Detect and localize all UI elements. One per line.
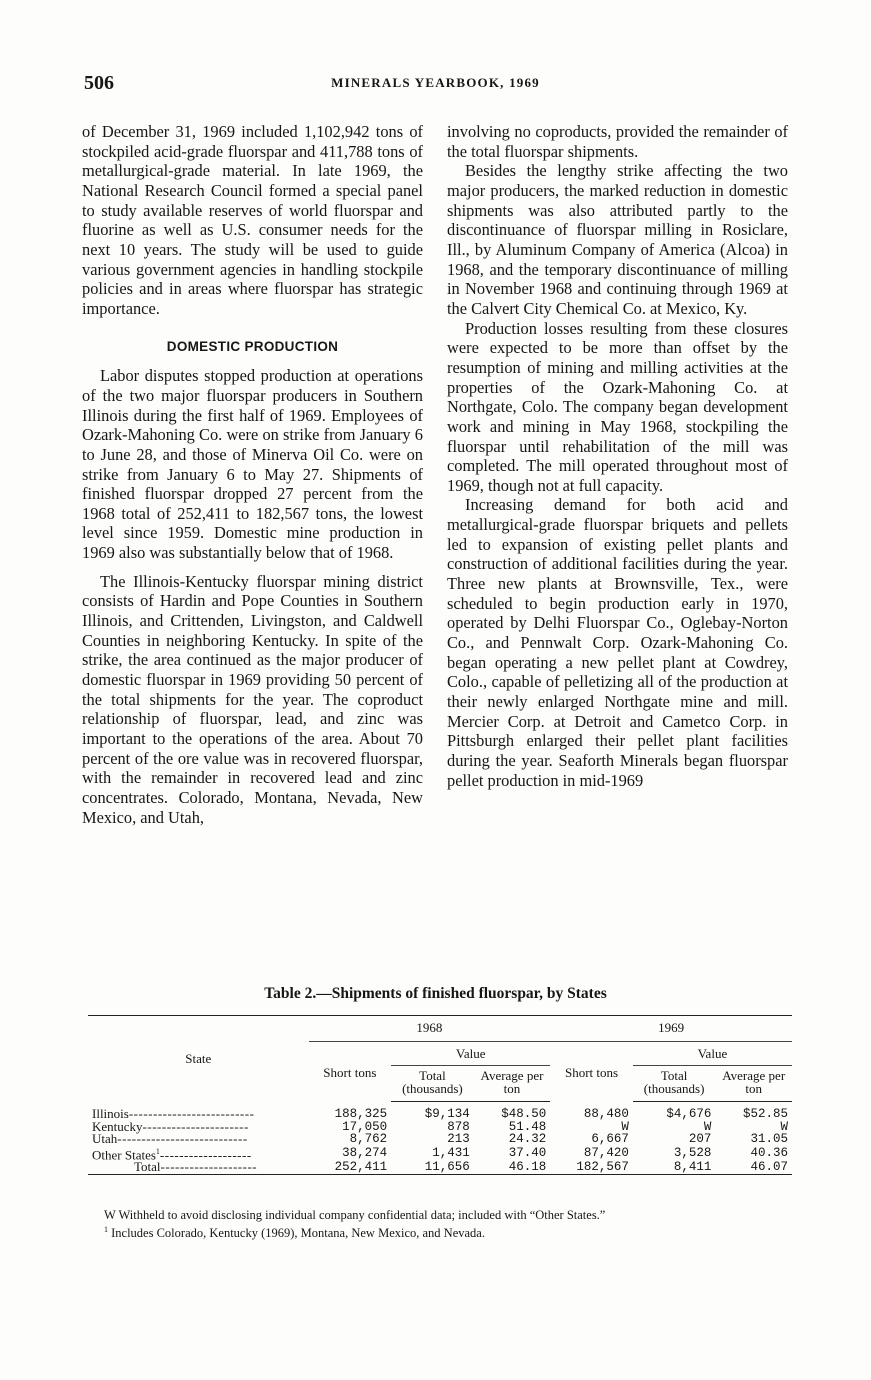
leader-dots: -------------------------- bbox=[128, 1106, 255, 1121]
row-state: Other States bbox=[92, 1146, 156, 1162]
column-header-average: Average per ton bbox=[474, 1066, 551, 1102]
row-state: Kentucky bbox=[92, 1118, 143, 1134]
column-header-short-tons: Short tons bbox=[564, 1065, 619, 1081]
cell-avg-1968: 24.32 bbox=[508, 1132, 547, 1146]
cell-tons-1969: 88,480 bbox=[583, 1107, 629, 1121]
cell-avg-1968: $48.50 bbox=[501, 1107, 547, 1121]
paragraph: Besides the lengthy strike affecting the two major producers, the marked reduction in domestic shipments was also attributed partly to the discontinuance of fluorspar milling in Rosiclare, Ill., by Aluminum Company of America (Alcoa) in 1968, and the temporary discontinuance of milling in November 1968 and continuing through 1969 at the Calvert City Chemical Co. at Mexico, Ky. bbox=[447, 161, 788, 318]
cell-value-1968: 213 bbox=[447, 1132, 470, 1146]
paragraph: of December 31, 1969 included 1,102,942 tons of stockpiled acid-grade fluorspar and 411,788 tons of metallurgical-grade material. In late 1969, the National Research Council formed a special panel to study available reserves of world fluorspar and fluorine as well as U.S. consumer needs for the next 10 years. The study will be used to guide various government agencies in handling stockpile policies and in areas where fluorspar has strategic importance. bbox=[82, 122, 423, 318]
right-column bbox=[447, 122, 788, 790]
cell-avg-1969: $52.85 bbox=[742, 1107, 788, 1121]
column-header-short-tons: Short tons bbox=[323, 1065, 377, 1081]
column-header-average: Average per ton bbox=[715, 1066, 792, 1102]
row-state: Total bbox=[134, 1159, 161, 1175]
running-title: MINERALS YEARBOOK, 1969 bbox=[331, 75, 540, 90]
cell-avg-1969: 40.36 bbox=[750, 1146, 788, 1161]
cell-tons-1969: 182,567 bbox=[550, 1161, 633, 1174]
leader-dots: ------------------- bbox=[159, 1146, 252, 1162]
section-heading: DOMESTIC PRODUCTION bbox=[166, 338, 339, 354]
cell-value-1969: $4,676 bbox=[666, 1107, 712, 1121]
column-header-1968: 1968 bbox=[309, 1016, 551, 1042]
footnote-1 bbox=[104, 1223, 804, 1241]
column-header-total: Total (thousands) bbox=[391, 1066, 474, 1102]
paragraph: Production losses resulting from these closures were expected to be more than offset by the resumption of mining and milling activities at the properties of the Ozark-Mahoning Co. at Northgate, Colo. The company began development work and mining in May 1968, stockpiling the fluorspar until rehabilitation of the mill was completed. The mill operated throughout most of 1969, though not at full capacity. bbox=[447, 318, 788, 495]
cell-value-1968: 878 bbox=[447, 1119, 470, 1134]
cell-avg-1968: 51.48 bbox=[508, 1119, 547, 1134]
table-footnotes bbox=[104, 1209, 804, 1240]
table-row-total bbox=[88, 1161, 792, 1174]
cell-tons-1969: W bbox=[621, 1119, 629, 1134]
paragraph: involving no coproducts, provided the remainder of the total fluorspar shipments. bbox=[447, 122, 788, 161]
footnote-1-text: Includes Colorado, Kentucky (1969), Montana, New Mexico, and Nevada. bbox=[111, 1225, 485, 1240]
cell-avg-1969: W bbox=[780, 1119, 788, 1134]
leader-dots: -------------------- bbox=[160, 1159, 258, 1175]
cell-tons-1968: 252,411 bbox=[309, 1161, 392, 1174]
column-header-1969: 1969 bbox=[550, 1016, 792, 1042]
cell-avg-1969: 46.07 bbox=[715, 1161, 792, 1174]
cell-tons-1968: 188,325 bbox=[334, 1107, 388, 1121]
row-state: Illinois bbox=[92, 1106, 129, 1121]
paragraph: The Illinois-Kentucky fluorspar mining district consists of Hardin and Pope Counties in Southern Illinois, and Crittenden, Livingston, and Caldwell Counties in neighboring Kentucky. In spite of the strike, the area continued as the major producer of domestic fluorspar in 1969 providing 50 percent of the total shipments for the year. The coproduct relationship of fluorspar, lead, and zinc was important to the operations of the area. About 70 percent of the ore value was in recovered fluorspar, with the remainder in recovered lead and zinc concentrates. Colorado, Montana, Nevada, New Mexico, and Utah, bbox=[82, 571, 423, 827]
column-header-total: Total (thousands) bbox=[633, 1066, 716, 1102]
footnote-marker: 1 bbox=[155, 1146, 160, 1156]
cell-tons-1968: 17,050 bbox=[342, 1119, 388, 1134]
leader-dots: --------------------------- bbox=[117, 1131, 248, 1146]
cell-value-1969: 3,528 bbox=[673, 1146, 712, 1161]
paragraph: Labor disputes stopped production at operations of the two major fluorspar producers in Southern Illinois during the first half of 1969. Employees of Ozark-Mahoning Co. were on strike from January 6 to June 28, and those of Minerva Oil Co. were on strike from January 6 to May 27. Shipments of finished fluorspar dropped 27 percent from the 1968 total of 252,411 to 182,567 tons, the lowest level since 1959. Domestic mine production in 1969 also was substantially below that of 1968. bbox=[82, 366, 423, 563]
cell-value-1969: 8,411 bbox=[633, 1161, 716, 1174]
cell-tons-1968: 38,274 bbox=[342, 1146, 388, 1161]
cell-avg-1968: 37.40 bbox=[508, 1146, 547, 1161]
cell-value-1969: W bbox=[703, 1119, 712, 1134]
footnote-w: W Withheld to avoid disclosing individual company confidential data; included with “Other States.” bbox=[104, 1208, 606, 1222]
column-header-state: State bbox=[185, 1050, 212, 1066]
cell-value-1968: 1,431 bbox=[432, 1146, 470, 1161]
leader-dots: ---------------------- bbox=[142, 1118, 249, 1134]
cell-avg-1969: 31.05 bbox=[750, 1132, 788, 1146]
cell-value-1968: 11,656 bbox=[391, 1161, 474, 1174]
row-state: Utah bbox=[92, 1131, 118, 1146]
table-title: Table 2.—Shipments of finished fluorspar, by States bbox=[264, 985, 607, 1002]
footnote-marker: 1 bbox=[104, 1224, 108, 1234]
left-column bbox=[82, 122, 423, 827]
cell-tons-1968: 8,762 bbox=[349, 1132, 388, 1146]
paragraph: Increasing demand for both acid and metallurgical-grade fluorspar briquets and pellets led to expansion of existing pellet plants and construction of additional facilities during the year. Three new plants at Brownsville, Tex., were scheduled to begin production early in 1970, operated by Delhi Fluorspar Co., Oglebay-Norton Co., and Pennwalt Corp. Ozark-Mahoning Co. began operating a new pellet plant at Cowdrey, Colo., capable of pelletizing all of the production at their newly enlarged Northgate mine and mill. Mercier Corp. at Detroit and Cametco Corp. in Pittsburgh enlarged their pellet plant facilities during the year. Seaforth Minerals began fluorspar pellet production in mid-1969 bbox=[447, 495, 788, 790]
shipments-table bbox=[88, 1015, 792, 1175]
column-header-value: Value bbox=[633, 1041, 792, 1066]
table-row bbox=[88, 1133, 792, 1146]
cell-value-1969: 207 bbox=[688, 1132, 712, 1146]
page-number: 506 bbox=[84, 72, 114, 94]
cell-value-1968: $9,134 bbox=[424, 1107, 470, 1121]
column-header-value: Value bbox=[391, 1041, 550, 1066]
cell-avg-1968: 46.18 bbox=[474, 1161, 551, 1174]
cell-tons-1969: 6,667 bbox=[591, 1132, 629, 1146]
cell-tons-1969: 87,420 bbox=[583, 1146, 629, 1161]
